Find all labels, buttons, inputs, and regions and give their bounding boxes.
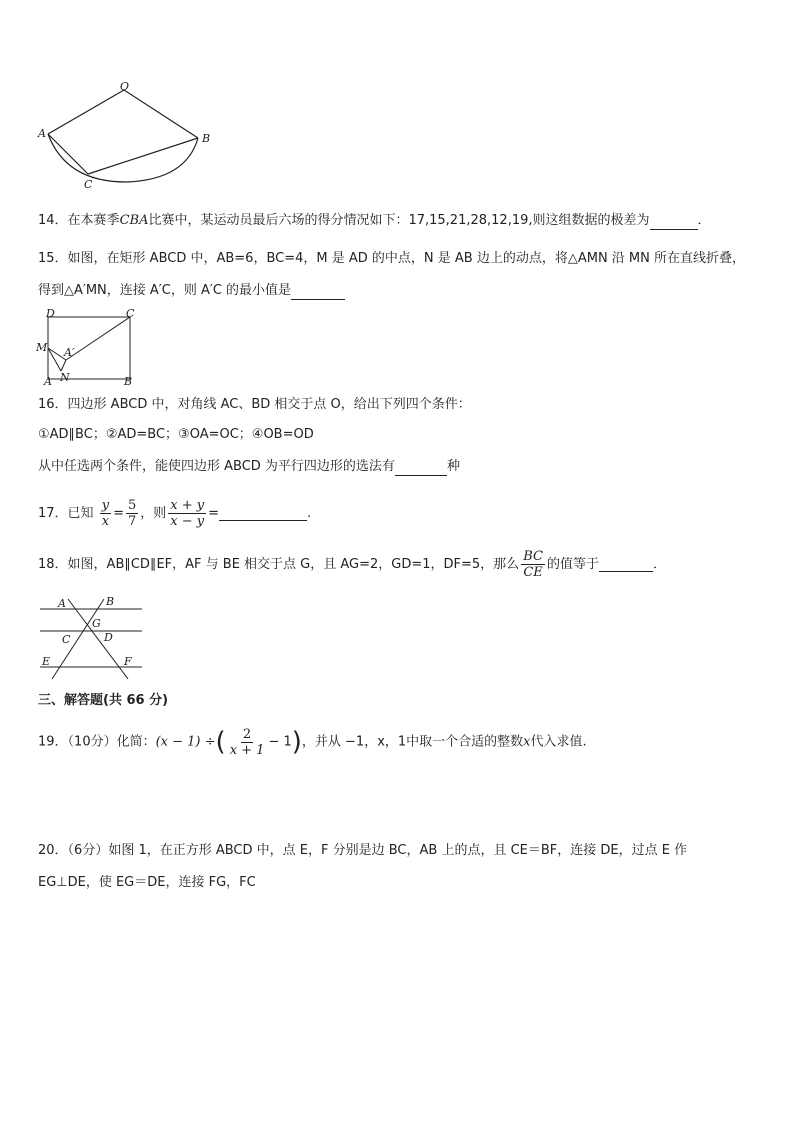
q14-end: ．: [697, 213, 711, 228]
question-15-line2: [38, 282, 345, 300]
q14-number: 14．: [38, 213, 68, 228]
label-C: C: [62, 633, 71, 646]
label-E: E: [42, 655, 51, 668]
segment-AC: [48, 134, 88, 174]
segment-CB: [88, 138, 198, 174]
question-18: [38, 545, 666, 585]
left-paren: (: [215, 727, 226, 757]
label-A: A: [38, 127, 46, 140]
q20-text-line1: （6分）如图 1，在正方形 ABCD 中，点 E，F 分别是边 BC，AB 上的点，且 CE＝BF，连接 DE，过点 E 作: [67, 843, 688, 858]
arc-AB: [48, 134, 198, 182]
q16-text-line1: 四边形 ABCD 中，对角线 AC、BD 相交于点 O，给出下列四个条件：: [67, 397, 471, 412]
label-A-prime: A′: [64, 346, 75, 359]
q16-conditions: ①AD∥BC；②AD=BC；③OA=OC；④OB=OD: [38, 427, 314, 442]
right-paren: ): [291, 727, 302, 757]
q14-text-a: 在本赛季: [67, 213, 120, 228]
q19-var: x: [523, 734, 531, 750]
q19-text2: 代入求值.: [530, 734, 587, 750]
figure-parallel-lines: [36, 593, 146, 683]
question-14: [38, 212, 711, 230]
q15-answer-blank[interactable]: [291, 285, 345, 300]
label-O: O: [120, 82, 130, 93]
label-F: F: [124, 655, 132, 668]
q15-number: 15．: [38, 251, 68, 266]
q19-expr-a: (x − 1) ÷: [155, 734, 216, 750]
q20-text-line2: EG⊥DE，使 EG＝DE，连接 FG，FC: [38, 875, 256, 890]
segment-A1N: [61, 360, 66, 371]
segment-OB: [124, 90, 198, 138]
label-M: M: [36, 341, 48, 354]
q17-answer-blank[interactable]: [219, 506, 307, 521]
fraction-BC-over-CE: $\frac{BC}{CE}$: [523, 549, 543, 580]
label-B: B: [124, 375, 133, 387]
q18-end: ．: [652, 557, 666, 572]
section-heading: 三、解答题(共 66 分): [38, 693, 169, 708]
segment-A1C: [66, 317, 130, 360]
question-16-line1: [38, 396, 471, 414]
q18-answer-blank[interactable]: [599, 557, 653, 572]
fraction-sum-over-diff: $\frac{x + y}{x - y}$: [170, 498, 205, 529]
label-C: C: [84, 178, 93, 191]
q16-text-end: 种: [446, 459, 460, 474]
label-C: C: [126, 309, 135, 320]
q17-end: .: [307, 506, 312, 521]
q19-text: ，并从 −1，x，1中取一个合适的整数: [301, 734, 524, 750]
fraction-y-over-x: $\frac{y}{x}$: [101, 498, 110, 529]
label-D: D: [104, 631, 113, 644]
q19-expr-b: − 1: [268, 734, 292, 750]
q17-number: 17．: [38, 506, 68, 521]
fraction-2-over-x-plus-1: $\frac{2}{x + 1}$: [229, 726, 265, 758]
figure-rectangle: [36, 309, 140, 387]
q14-answer-blank[interactable]: [650, 215, 698, 230]
q19-score: （10分）化简：: [67, 734, 156, 750]
question-17: [38, 494, 311, 534]
q15-text-line1: 如图，在矩形 ABCD 中，AB=6，BC=4，M 是 AD 的中点，N 是 AB 边上的动点，将△AMN 沿 MN 所在直线折叠，: [67, 251, 746, 266]
label-N: N: [60, 371, 70, 384]
label-D: D: [46, 309, 55, 320]
question-16-line2: [38, 426, 314, 444]
q17-pre: 已知: [67, 506, 94, 521]
label-G: G: [92, 617, 101, 630]
label-B: B: [202, 132, 211, 145]
q14-cba: CBA: [119, 213, 149, 228]
label-A: A: [58, 597, 66, 610]
q18-text2: 的值等于: [546, 557, 599, 572]
q14-text-b: 比赛中，某运动员最后六场的得分情况如下：17,15,21,28,12,19,则这组数据的极差为: [148, 213, 650, 228]
q17-mid: ，则: [140, 506, 167, 521]
q18-number: 18．: [38, 557, 68, 572]
fraction-5-over-7: $\frac{5}{7}$: [127, 498, 137, 529]
q16-text-line3: 从中任选两个条件，能使四边形 ABCD 为平行四边形的选法有: [38, 459, 395, 474]
q17-equals-2: =: [208, 506, 220, 521]
q16-answer-blank[interactable]: [395, 461, 447, 476]
label-A: A: [44, 375, 52, 387]
question-19: [38, 722, 587, 762]
q18-text: 如图，AB∥CD∥EF，AF 与 BE 相交于点 G，且 AG=2，GD=1，DF=5，那么: [67, 557, 520, 572]
label-B: B: [106, 595, 115, 608]
question-15-line1: [38, 250, 745, 268]
q16-number: 16．: [38, 397, 68, 412]
q15-text-line2: 得到△A′MN，连接 A′C，则 A′C 的最小值是: [38, 283, 292, 298]
question-16-line3: [38, 458, 460, 476]
segment-OA: [48, 90, 124, 134]
q19-number: 19．: [38, 734, 68, 750]
q20-number: 20．: [38, 843, 68, 858]
figure-sector: [36, 82, 216, 192]
question-20-line2: [38, 874, 256, 892]
segment-MN: [48, 348, 61, 371]
q17-equals: =: [113, 506, 124, 521]
question-20-line1: [38, 842, 687, 860]
